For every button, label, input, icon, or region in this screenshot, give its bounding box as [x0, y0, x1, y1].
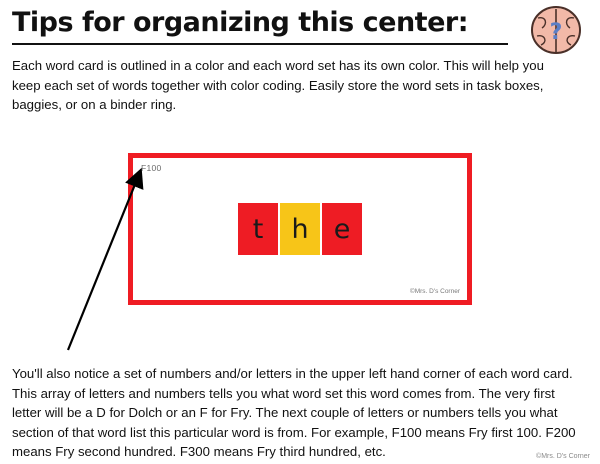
title-row — [10, 6, 590, 46]
letter-tile: t — [238, 203, 278, 255]
page-title: Tips for organizing this center: — [12, 7, 469, 38]
brain-logo-question-mark: ? — [549, 20, 563, 45]
letter-strip — [238, 203, 362, 255]
figure-credit: ©Mrs. D's Corner — [409, 288, 460, 295]
intro-paragraph: Each word card is outlined in a color and each word set has its own color. This will help you keep each set of words together with color coding. Easily store the word sets in task boxes, baggies, or on a binder ring. — [12, 58, 544, 112]
title-underline — [12, 43, 508, 45]
bottom-paragraph: You'll also notice a set of numbers and/or letters in the upper left hand corner of each word card. This array of letters and numbers tells you what word set this word comes from. The very first letter will be a D for Dolch or an F for Fry. The next couple of letters or numbers tells you what section of that word list this particular word is from. For example, F100 means Fry first 100. F200 means Fry second hundred. F300 means Fry third hundred, etc. — [12, 366, 576, 460]
brain-logo-icon — [528, 4, 584, 56]
letter-tile: h — [280, 203, 320, 255]
word-card-figure — [128, 153, 472, 305]
letter-tile: e — [322, 203, 362, 255]
word-card-code-label: F100 — [141, 163, 162, 173]
page-credit: ©Mrs. D's Corner — [536, 453, 590, 460]
